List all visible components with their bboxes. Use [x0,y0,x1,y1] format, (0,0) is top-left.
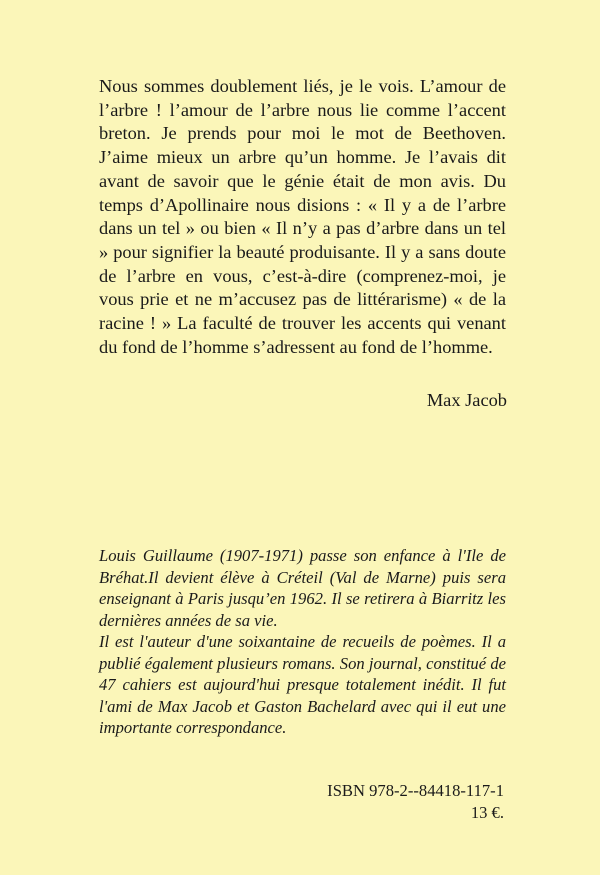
quote-text: Nous sommes doublement liés, je le vois. L’amour de l’arbre ! l’amour de l’arbre nous lie comme l’accent breton. Je prends pour moi le mot de Beethoven. J’aime mieux un arbre qu’un homme. Je l’avais dit avant de savoir que le génie était de mon avis. Du temps d’Apollinaire nous disions : « Il y a de l’arbre dans un tel » ou bien « Il n’y a pas d’arbre dans un tel » pour signifier la beauté produisante. Il y a sans doute de l’arbre en vous, c’est-à-dire (comprenez-moi, je vous prie et ne m’accusez pas de littérarisme) « de la racine ! » La faculté de trouver les accents qui venant du fond de l’homme s’adressent au fond de l’homme. [99,76,506,357]
author-biography [99,545,506,739]
price: 13 €. [470,803,504,822]
bio-paragraph-1: Louis Guillaume (1907-1971) passe son enfance à l'Ile de Bréhat.Il devient élève à Créteil (Val de Marne) puis sera enseignant à Paris jusqu’en 1962. Il se retirera à Biarritz les dernières années de sa vie. [99,546,506,630]
isbn-number: ISBN 978-2--84418-117-1 [327,781,504,800]
quote-block [99,75,506,359]
bio-paragraph-2: Il est l'auteur d'une soixantaine de recueils de poèmes. Il a publié également plusieurs romans. Son journal, constitué de 47 cahiers est aujourd'hui presque totalement inédit. Il fut l'ami de Max Jacob et Gaston Bachelard avec qui il eut une importante correspondance. [99,632,506,737]
colophon [327,780,504,824]
quote-author: Max Jacob [426,390,507,410]
